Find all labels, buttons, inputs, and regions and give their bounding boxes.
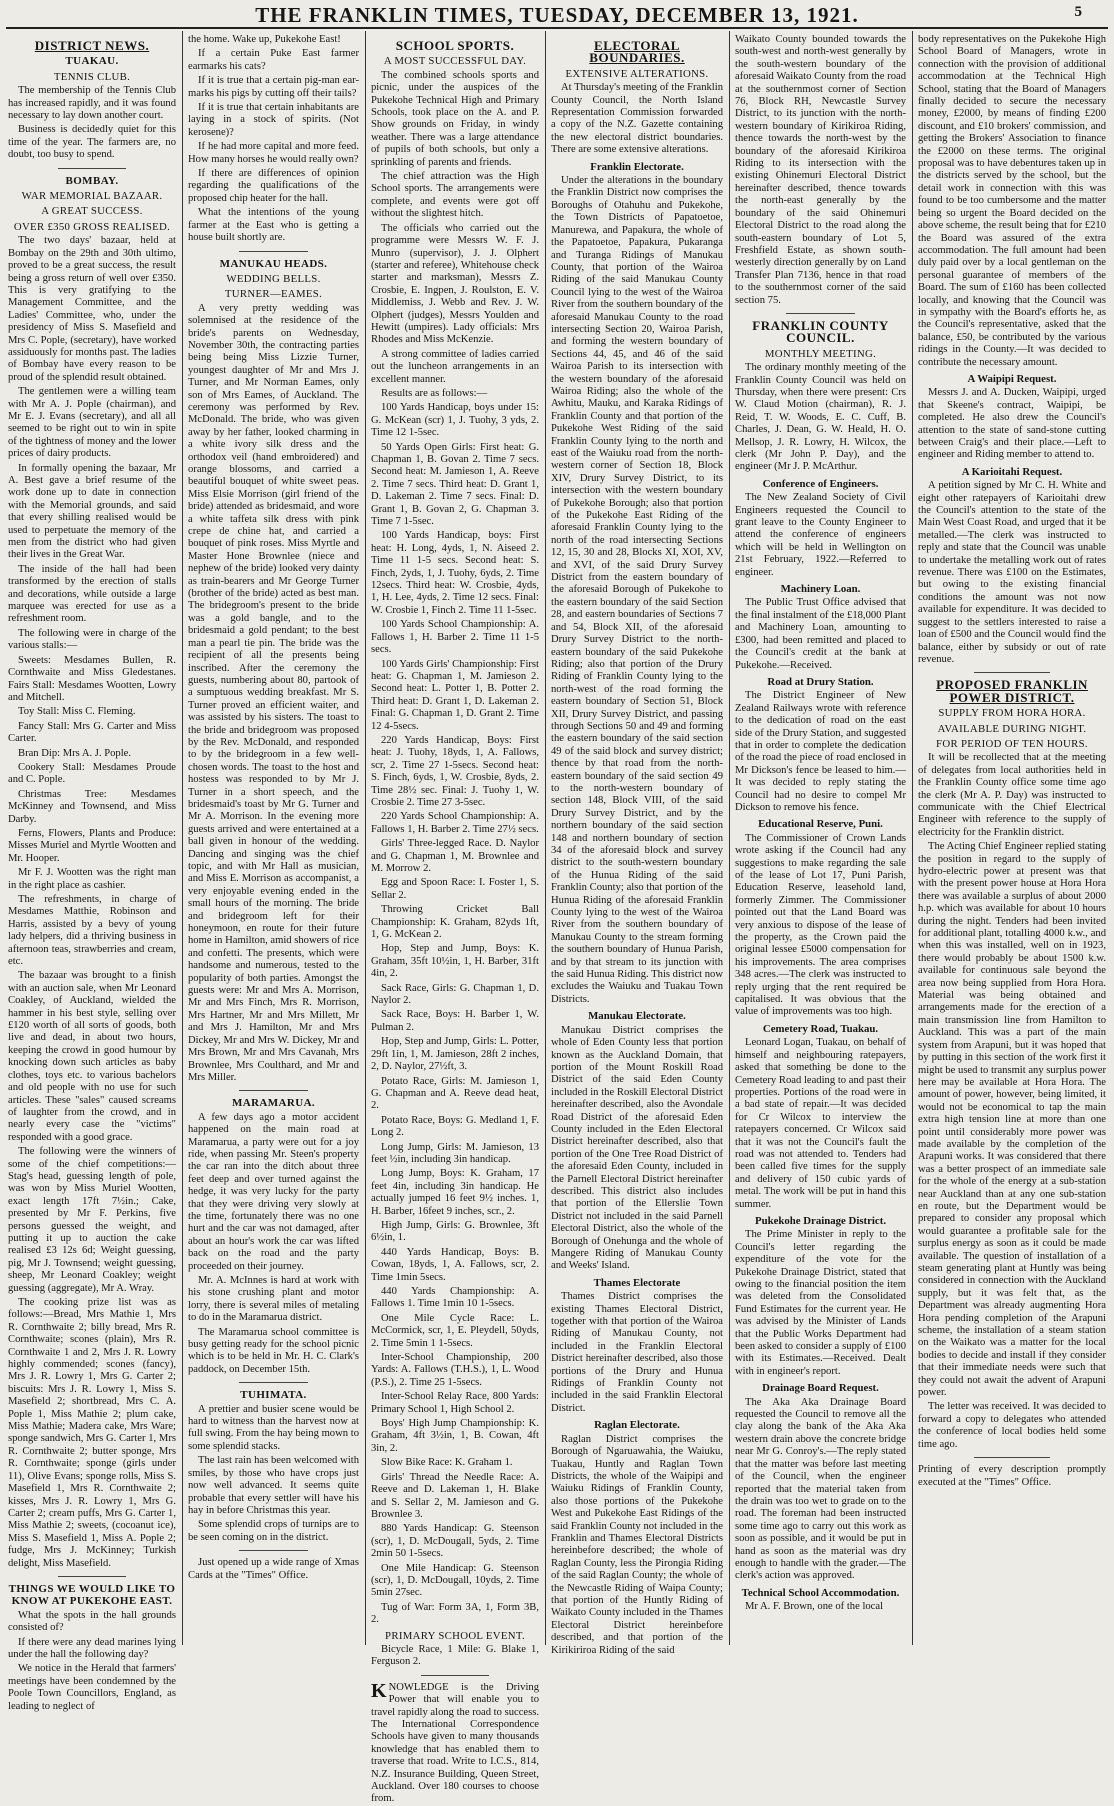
newspaper-title: THE FRANKLIN TIMES, TUESDAY, DECEMBER 13, 1921. [255, 3, 859, 27]
article-paragraph: The ordinary monthly meeting of the Franklin County Council was held on Thursday, when there were present: Crs W. Claud Motion (chairman), R. J. Reid, T. W. Woods, E. C. Cuff, B. Charles, J. Dean, G. W. Heald, H. O. Mellsop, J. R. Lowry, H. Wilcox, the clerk (Mr John P. Day), and the engineer (Mr J. P. McArthur. [735, 362, 906, 473]
wedding-bells-heading: WEDDING BELLS. [226, 272, 321, 285]
school-sports-heading: SCHOOL SPORTS. [395, 38, 515, 53]
article-paragraph: Toy Stall: Miss C. Fleming. [18, 706, 136, 718]
xmas-cards-advert: Just opened up a wide range of Xmas Cards at the "Times" Office. [188, 1557, 359, 1581]
separator [239, 1382, 307, 1383]
column-5 [735, 34, 906, 1644]
result-item: Hop, Step and Jump, Girls: L. Potter, 29ft 1in, 1, M. Jamieson, 28ft 2 inches, 2, D. Naylor, 27½ft, 3. [371, 1036, 539, 1073]
result-item: Long Jump, Boys: K. Graham, 17 feet 4in, including 3in handicap. He actually jumped 16 feet 9½ inches. 1, H. Barber, 16feet 9 inches, scr., 2. [371, 1168, 539, 1217]
column-divider [912, 31, 913, 1645]
power-subheading: AVAILABLE DURING NIGHT. [937, 722, 1087, 735]
article-paragraph: If a certain Puke East farmer earmarks his cats? [188, 48, 359, 72]
power-subheading: SUPPLY FROM HORA HORA. [938, 707, 1086, 720]
article-paragraph: Bran Dip: Mrs A. J. Pople. [18, 747, 132, 759]
electoral-subheading: EXTENSIVE ALTERATIONS. [565, 67, 709, 80]
result-item: High Jump, Girls: G. Brownlee, 3ft 6½in, 1. [371, 1219, 539, 1244]
waipipi-request-heading: A Waipipi Request. [967, 372, 1057, 385]
bazaar-subheading: OVER £350 GROSS REALISED. [13, 220, 171, 233]
article-paragraph: What the intentions of the young farmer at the East who is getting a house built shortly are. [188, 207, 359, 244]
result-item: Inter-School Championship, 200 Yards: A. Fallows (T.H.S.), 1, L. Wood (P.S.), 2. Time 25 1-5secs. [371, 1352, 539, 1388]
separator [974, 672, 1049, 673]
article-paragraph: The Acting Chief Engineer replied stating the position in regard to the supply of hydro-electric power at present was that with the present power house at Hora Hora there was available a surplus of about 2000 h.p. which was available for about 10 hours during the night. Tenders had been invited for additional plant, totalling 4000 k.w., and when this was installed, well on in 1923, there would probably be about 1500 k.w. available for continuous sale beyond the area now being supplied from Hora Hora. Material was being obtained and arrangements made for the erection of a main transmission line from Hamilton to Auckland. This was a part of the main system from Arapuni, but it was hoped that by putting in this section of the work first it might be used to transmit any surplus power here may be available at Hora Hora. The amount of power, however, being limited, it would not be economical to tap the main extra high tension line at more than one point until considerably more power was made available by the completion of the Arapuni works. It was considered that there was a better prospect of an immediate sale for the whole of the energy at a sub-station near Auckland than at any one sub-station en route, but the Department would be prepared to consider any proposal which would guarantee a profitable sale for the surplus energy as soon as it could be made available. The question of installation of a steam generating plant at Huntly was being considered in connection with the Auckland supply, but it was felt that, as the Department was already augmenting Hora Hora pending completion of the Arapuni scheme, the installation of a steam station on the Waikato was a matter for the local bodies to decide and install if they consider that their immediate needs were such that they could not await the advent of Arapuni power. [918, 841, 1107, 1399]
drainage-board-heading: Drainage Board Request. [762, 1382, 879, 1395]
result-item: Sack Race, Boys: H. Barber 1, W. Pulman 2. [371, 1009, 539, 1033]
masthead [0, 0, 1114, 26]
result-item: 100 Yards Girls' Championship: First heat: G. Chapman 1, M. Jamieson 2. Second heat: L. Potter 1, B. Potter 2. Third heat: D. Grant 1, D. Lakeman 2. Final: G. Chapman 1, D. Grant 2. Time 12 4-5secs. [371, 658, 539, 732]
article-paragraph: Results are as follows:— [381, 387, 488, 399]
article-paragraph: If it is true that certain inhabitants are laying in a stock of spirits. (Not kerosene)? [188, 102, 359, 138]
result-item: Slow Bike Race: K. Graham 1. [381, 1457, 513, 1469]
masthead-rule [6, 27, 1108, 29]
result-item: Throwing Cricket Ball Championship: K. Graham, 82yds 1ft, 1, G. McKean 2. [371, 904, 539, 941]
article-paragraph: The Maramarua school committee is busy getting ready for the school picnic which is to be held in Mr. H. C. Clark's paddock, on December 15th. [188, 1326, 359, 1375]
result-item: One Mile Handicap: G. Steenson (scr), 1, D. McDougall, 10yds, 2. Time 5min 27sec. [371, 1562, 539, 1599]
article-paragraph: The Prime Minister in reply to the Council's letter regarding the expenditure of the vote for the Pukekohe Drainage District, stated that owing to the financial position the item was deleted from the Consolidated Fund Estimates for the current year. He was advised by the Minister of Lands that the Public Works Department had been asked to consider a supply of £100 with its Estimates.—Received. Dealt with in engineer's report. [735, 1229, 906, 1377]
result-item: 880 Yards Handicap: G. Steenson (scr), 1, D. McDougall, 5yds, 2. Time 2min 50 1-5secs. [371, 1523, 539, 1560]
article-paragraph: At Thursday's meeting of the Franklin County Council, the North Island Representation Commission forwarded a copy of the N.Z. Gazette containing the new electoral district boundaries. There are some extensive alterations. [551, 82, 723, 156]
column-1 [8, 34, 176, 1712]
monthly-meeting-heading: MONTHLY MEETING. [764, 347, 877, 360]
result-item: Sack Race, Girls: G. Chapman 1, D. Naylor 2. [371, 982, 539, 1007]
article-paragraph: The membership of the Tennis Club has increased rapidly, and it was found necessary to lay down another court. [8, 85, 176, 122]
article-paragraph: The Commissioner of Crown Lands wrote asking if the Council had any suggestions to make regarding the sale of the lease of Lot 17, Puni Parish, Education Reserve, leasehold land, formerly Zimmer. The Commissioner pointed out that the Land Board was very anxious to dispose of the lease of the property, as the Crown paid the original lessee £5000 compensation for his improvements. The area comprises 348 acres.—The clerk was instructed to reply urging that the rent required be capitalised. It was obvious that the value of improvements was too high. [735, 832, 906, 1018]
tuakau-heading: TUAKAU. [65, 55, 119, 68]
separator [974, 1457, 1049, 1458]
article-paragraph: The two days' bazaar, held at Bombay on the 29th and 30th ultimo, proved to be a great success, the result being a gross return of well over £350. This is very gratifying to the Management Committee, and the Ladies' Committee, who, under the presidency of Miss S. Masefield and Mrs C. Pople, (secretary), have worked assiduously for months past. The ladies of Bombay have every reason to be proud of the splendid result obtained. [8, 235, 176, 383]
article-paragraph: Leonard Logan, Tuakau, on behalf of himself and neighbouring ratepayers, asked that something be done to the Cemetery Road leading to and past their properties. Portions of the road were in a bad state of repair.—It was decided for Cr Wilcox to interview the ratepayers concerned. Cr Wilcox said that it was not the Council's fault the road was not attended to. Tenders had been called five times for the supply and delivery of 150 cubic yards of metal. The work will be put in hand this summer. [735, 1037, 906, 1210]
article-paragraph: A petition signed by Mr C. H. White and eight other ratepayers of Karioitahi drew the Council's attention to the state of the Main West Coast Road, and urged that it be metalled.—The clerk was instructed to reply and state that the Council was unable to undertake the metalling work out of rates revenue. There was £100 on the Estimates, but owing to the existing financial conditions the amount was not now available for expenditure. It was decided to suggest to the settlers interested to raise a loan of £500 and the Council would find the balance, either by subsidy or out of rate revenue. [918, 480, 1106, 665]
column-divider [545, 31, 546, 1645]
article-paragraph: If it is true that a certain pig-man ear-marks his pigs by cutting off their tails? [188, 75, 359, 99]
article-paragraph: A strong committee of ladies carried out the luncheon arrangements in an excellent manner. [371, 348, 539, 385]
manukau-electorate-heading: Manukau Electorate. [588, 1010, 686, 1023]
result-item: One Mile Cycle Race: L. McCormick, scr, 1, E. Pleydell, 50yds, 2. Time 5min 1 1-5secs. [371, 1312, 539, 1349]
article-paragraph: The New Zealand Society of Civil Engineers requested the Council to grant leave to the County Engineer to attend the conference of engineers which will be held in Wellington on 21st February, 1922.—Referred to engineer. [735, 492, 906, 578]
ics-advert-text: NOWLEDGE is the Driving Power that will enable you to travel rapidly along the road to success. The International Correspondence Schools have given to many thousands knowledge that has enabled them to traverse that road. Write to I.C.S., 814, N.Z. Insurance Building, Queen Street, Auckland. Over 180 courses to choose from. [371, 1681, 539, 1805]
result-item: 220 Yards Handicap, Boys: First heat: J. Tuohy, 18yds, 1, A. Fallows, scr, 2. Time 27 1-5secs. Second heat: S. Finch, 6yds, 1, W. Crosbie, 8yds, 2. Time 28½ sec. Final: J. Tuohy 1, W. Crosbie 2. Time 27 3-5sec. [371, 734, 539, 808]
separator [58, 1576, 125, 1577]
article-paragraph: The Aka Aka Drainage Board requested the Council to remove all the clay along the bank of the Aka Aka western drain above the concrete bridge near Mr G. Conroy's.—The reply stated that the matter was before last meeting of the Council, when the engineer reported that the material taken from the drain was too wet to grade on to the road. The foreman had been instructed some time ago to carry out this work as soon as possible, and it would be put in hand as soon as the material was dry enough to handle with the grader.—The clerk's action was approved. [735, 1396, 906, 1582]
article-paragraph: If there are differences of opinion regarding the qualifications of the proposed chip heater for the hall. [188, 168, 359, 204]
article-paragraph: The officials who carried out the programme were Messrs W. F. J. Munro (supervisor), J. J. Olphert (starter and referee), Whitehouse check starter and marksman), Messrs Z. Crosbie, E. Ingpen, J. Roulston, E. V. Middlemiss, J. Webb and Rev. J. W. Olphert (judges), Messrs Youlden and Hewitt (umpires). Lady officials: Mrs Rhodes and Miss McKenzie. [371, 222, 539, 346]
article-paragraph: In formally opening the bazaar, Mr A. Best gave a brief resume of the work done up to date in connection with the Memorial grounds, and said that every shilling realised would be used to perpetuate the memory of the men from the district who had given their lives in the Great War. [8, 462, 176, 561]
column-divider [365, 31, 366, 1645]
article-paragraph: Ferns, Flowers, Plants and Produce: Misses Muriel and Myrtle Wootten and Mr. Hooper. [8, 827, 176, 864]
article-paragraph: The Public Trust Office advised that the final instalment of the £18,000 Plant and Machinery Loan, amounting to £300, had been remitted and placed to the Council's credit at the bank at Pukekohe.—Received. [735, 597, 906, 671]
technical-school-heading: Technical School Accommodation. [741, 1586, 900, 1599]
drop-cap: K [371, 1679, 387, 1702]
article-paragraph: The last rain has been welcomed with smiles, by those who have crops just now well advanced. It seems quite probable that every settler will have his hay in before Christmas this year. [188, 1455, 359, 1516]
column-divider [182, 31, 183, 1645]
electoral-boundaries-heading: ELECTORAL BOUNDARIES. [589, 38, 685, 66]
article-paragraph: Under the alterations in the boundary the Franklin District now comprises the Boroughs of Otahuhu and Pukekohe, the Town Districts of Papatoetoe, Manurewa, and Papakura, the whole of the Papatoetoe, Papakura, Pukaranga and Turanga Ridings of Manukau County, that portion of the Wairoa Riding of the said Manukau County Council lying to the west of the Wairoa River from the southern boundary of the aforesaid Manukau County to the road intersecting Section 20, Wairoa Parish, and forming the western boundary of Sections 44, 45, and 46 of the said Wairoa Parish to its intersection with the western boundary of the aforesaid Wairoa Riding; also the whole of the Awhitu, Mauku, and Karaka Ridings of Franklin County and that portion of the Pukekohe West Riding of the said Franklin County lying to the north and east of the Waiuku road from the north-western corner of Section 18, Block XIV, Drury Survey District, to its intersection with the western boundary of Pukekohe Borough; also that portion of the Pukekohe East Riding of the aforesaid Franklin County lying to the north of the road intersecting Sections 12, 15, 30 and 28, Blocks XI, XOI, XV, and XVI, of the said Drury Survey District from the eastern boundary of the aforesaid Borough of Pukekohe to the eastern boundary of the said Section 28, and eastern boundaries of Sections 7 and 54, Block XII, of the aforesaid Drury Survey District to the north-eastern boundary of the said Pukekohe Riding; also that portion of the Drury Riding of Franklin County lying to the north-west of the road forming the eastern boundary of Section 51, Block XII, Drury Survey District, and passing through Sections 50 and 49 and forming the eastern boundary of the said section 49 of the said block and survey district; thence by that road from the north-eastern boundary of the said section 49 to the north-western boundary of section 148, Block VIII, of the said Drury Survey District, and by the northern boundary of the said section 148 and northern boundary of section 34 of the aforesaid block and survey district to the south-western boundary of the Hunua Riding of the said Franklin County; also that portion of the Hunua Riding of the aforesaid Franklin County lying to the west of the Wairoa River from the southern boundary of Manukau County to the stream forming the southern boundary of Hunua Parish, and by that stream to its junction with the said Hunua Riding. This district now excludes the Waiuku and Tuakau Town Districts. [551, 175, 723, 1005]
result-item: Girls' Three-legged Race. D. Naylor and G. Chapman 1, M. Brownlee and M. Morrow 2. [371, 838, 539, 874]
result-item: Bicycle Race, 1 Mile: G. Blake 1, Ferguson 2. [371, 1643, 539, 1668]
article-paragraph: Mr A. F. Brown, one of the local [745, 1601, 884, 1613]
article-paragraph: Waikato County bounded towards the south-west and north-west generally by the south-western boundary of the aforesaid Waikato County from the road at the southernmost corner of Section 76, Block RH, Newcastle Survey District, to its junction with the north-western boundary of Kirikiroa Riding, thence towards the north-west by the boundary of the aforesaid Kirikiroa Riding to its intersection with the existing Ohinemuri Electoral District hereinafter described, thence towards the north-east generally by the boundary of the said Ohinemuri Electoral District to the road along the south-eastern boundary of Lot 5, Freshfield Estate, as shown south-westerly direction generally by on Land Transfer Plan 7136, hence in that road to the southernmost corner of the said section 75. [735, 34, 906, 306]
separator [58, 168, 125, 169]
article-paragraph: Raglan District comprises the Borough of Ngaruawahia, the Waiuku, Tuakau, Huntly and Raglan Town Districts, the whole of the Waipipi and Waiuku Ridings of Franklin County, also those portions of the Pukekohe West and Pukekohe East Ridings of the said Franklin County not included in the Franklin and Thames Electoral Districts hereinbefore described; the whole of Raglan County, less the Pirongia Riding of the said Raglan County; the whole of the Newcastle Riding of Waipa County; that portion of the Huntly Riding of Waikato County included in the Thames Electoral District hereinbefore described, and that portion of the Kirikiriroa Riding of the said [551, 1433, 723, 1656]
page-number: 5 [1074, 4, 1082, 20]
column-2 [188, 34, 359, 1644]
thames-electorate-heading: Thames Electorate [593, 1276, 681, 1289]
column-6 [918, 34, 1106, 1644]
article-paragraph: Mr. A. McInnes is hard at work with his stone crushing plant and motor lorry, there is several miles of metaling to do in the Maramarua district. [188, 1275, 359, 1324]
column-4 [551, 34, 723, 1656]
article-paragraph: Some splendid crops of turnips are to be seen coming on in the district. [188, 1519, 359, 1543]
district-news-heading: DISTRICT NEWS. [34, 38, 150, 53]
bazaar-heading: WAR MEMORIAL BAZAAR. [21, 190, 163, 203]
article-paragraph: A prettier and busier scene would be hard to witness than the harvest now at full swing. From the hay being mown to some splendid stacks. [188, 1403, 359, 1452]
article-paragraph: A very pretty wedding was solemnised at the residence of the bride's parents on Wednesday, November 30th, the contracting parties being being Miss Lizzie Turner, youngest daughter of Mr and Mrs J. Turner, and Mr Norman Eames, only son of Mrs Eames, of Auckland. The ceremony was performed by Rev. McDonald. The bride, who was given away by her father, looked charming in a white ivory silk dress and the orthodox veil (hand embroidered) and orange blossoms, and carried a beautiful bouquet of white sweet peas. Miss Elsie Morrison (girl friend of the bride) attended as bridesmaid, and wore a white taffeta silk dress with pink crepe de chine hat, and carried a bouquet of pink roses. Miss Myrtle and Master Hone Brownlee (niece and nephew of the bride) looked very dainty as train-bearers and Mr George Turner (brother of the bride) acted as best man. The bridegroom's present to the bride was a gold bangle, and to the bridesmaid a gold pendant; to the best man a pearl tie pin. The bride was the recipient of all the presents being inscribed. After the ceremony the guests, numbering about 80, partook of a sumptuous wedding breakfast. Mr S. Turner proved an efficient waiter, and was assisted by his sisters. The toast to the bride and bridegroom was proposed by the Rev. McDonald, and responded to by the bridegroom in a few well-chosen words. The toast to the host and hostess was responded to by Mr J. Turner in a short speech, and the bridesmaid's toast by Mr G. Turner and Mr A. Morrison. In the evening more guests arrived and were entertained at a ball given in honour of the wedding. Dancing and singing was the chief topic, and with Mr Hall as musician, and Miss E. Morrison as accompanist, a very enjoyable evening ended in the small hours of the morning. The bride and bridegroom left for their honeymoon, en route for their future home in Hamilton, amid showers of rice and confetti. The presents, which were handsome and numerous, tested to the popularity of both parties. Amongst the guests were: Mr and Mrs A. Morrison, Mr and Mrs Finch, Mrs R. Morrison, Mrs Hartner, Mr and Mrs Millett, Mr and Mrs J. Hamilton, Mr and Mrs Dickey, Mr and Mrs W. Dickey, Mr and Mrs Brown, Mr and Mrs Cavanah, Mrs Brownlee, Mrs Coulthard, and Mr and Mrs Miller. [188, 302, 359, 1083]
article-paragraph: Christmas Tree: Mesdames McKinney and Townsend, and Miss Darby. [8, 788, 176, 825]
separator [239, 1090, 307, 1091]
article-paragraph: Fancy Stall: Mrs G. Carter and Miss Carter. [8, 720, 176, 745]
cemetery-road-heading: Cemetery Road, Tuakau. [762, 1022, 879, 1035]
article-paragraph: If he had more capital and more feed. How many horses he would really own? [188, 141, 359, 165]
franklin-county-council-heading: COUNCIL. [786, 330, 855, 346]
karioitahi-request-heading: A Karioitahi Request. [961, 465, 1063, 478]
ics-advert [371, 1679, 539, 1806]
article-paragraph: the home. Wake up, Pukekohe East! [188, 34, 341, 45]
article-paragraph: The chief attraction was the High School sports. The arrangements were complete, and events were got off without the slightest hitch. [371, 171, 539, 220]
result-item: 100 Yards School Championship: A. Fallows 1, H. Barber 2. Time 11 1-5 secs. [371, 619, 539, 656]
bazaar-subheading: A GREAT SUCCESS. [41, 205, 143, 218]
franklin-county-council-heading: FRANKLIN COUNTY [752, 317, 889, 333]
tennis-club-heading: TENNIS CLUB. [53, 70, 131, 83]
article-paragraph: If there were any dead marines lying under the hall the following day? [8, 1636, 176, 1660]
result-item: 440 Yards Championship: A. Fallows 1. Time 1min 10 1-5secs. [371, 1286, 539, 1310]
drury-station-heading: Road at Drury Station. [767, 675, 874, 688]
result-item: 220 Yards School Championship: A. Fallows 1, H. Barber 2. Time 27½ secs. [371, 811, 539, 835]
separator [421, 1675, 488, 1676]
result-item: Hop, Step and Jump, Boys: K. Graham, 35ft 10½in, 1, H. Barber, 31ft 4in, 2. [371, 943, 539, 980]
result-item: Girls' Thread the Needle Race: A. Reeve and D. Lakeman 1, H. Blake and S. Sellar 2, M. Jamieson and G. Brownlee 3. [371, 1471, 539, 1520]
article-paragraph: body representatives on the Pukekohe High School Board of Managers, wrote in connection with the provision of additional accommodation at the Technical High School, stating that the Board of Managers finally decided to secure the necessary money, £2000, by means of finding £200 discount, and £10 brokers' commission, and getting the Brokers' Association to finance the £2000 on these terms. The original proposal was to have debentures taken up in the districts served by the school, but the detail work in connection with this was found to be too cumbersome and the matter being so urgent the Board decided on the above scheme, the result being that for £210 the Board was assured of the extra accommodation. The full amount had been duly paid over by a local gentleman on the personal guarantee of members of the Board. The sum of £160 has been collected locally, and knowing that the Council was in sympathy with the Board's efforts he, as the Council's representative, asked that the balance, £50, be contributed by the various ridings in the County.—It was decided to contribute the necessary amount. [918, 34, 1106, 368]
drainage-district-heading: Pukekohe Drainage District. [754, 1214, 887, 1227]
article-paragraph: We notice in the Herald that farmers' meetings have been condemned by the Poole Town Councillors, England, as leading to neglect of [8, 1663, 176, 1712]
result-item: Egg and Spoon Race: I. Foster 1, S. Sellar 2. [371, 877, 539, 901]
raglan-electorate-heading: Raglan Electorate. [594, 1419, 680, 1432]
article-paragraph: The following were in charge of the various stalls:— [8, 627, 176, 652]
article-paragraph: What the spots in the hall grounds consisted of? [8, 1609, 176, 1634]
column-3 [371, 34, 539, 1805]
franklin-electorate-heading: Franklin Electorate. [590, 160, 684, 173]
things-we-would-like-heading: THINGS WE WOULD LIKE TO KNOW AT PUKEKOHE EAST. [8, 1582, 176, 1608]
article-paragraph: The inside of the hall had been transformed by the erection of stalls and decorations, while outside a large marquee was erected for use as a refreshment room. [8, 563, 176, 625]
article-paragraph: Thames District comprises the existing Thames Electoral District, together with that portion of the Wairoa Riding of Manukau County, not included in the Franklin Electoral District hereinafter described, also those portions of the Drury and Hunua Ridings of Franklin County not included in the said Franklin Electoral District. [551, 1291, 723, 1414]
maramarua-heading: MARAMARUA. [231, 1097, 316, 1110]
article-paragraph: Sweets: Mesdames Bullen, R. Cornthwaite and Miss Gledestanes. Fairs Stall: Mesdames Wootten, Lowry and Mitchell. [8, 654, 176, 703]
machinery-loan-heading: Machinery Loan. [780, 583, 861, 596]
bombay-heading: BOMBAY. [65, 174, 119, 187]
power-district-heading: PROPOSED FRANKLIN POWER DISTRICT. [936, 677, 1088, 705]
result-item: Potato Race, Boys: G. Medland 1, F. Long 2. [371, 1114, 539, 1139]
educational-reserve-heading: Educational Reserve, Puni. [758, 818, 883, 831]
power-subheading: FOR PERIOD OF TEN HOURS. [936, 737, 1088, 750]
result-item: Inter-School Relay Race, 800 Yards: Primary School 1, High School 2. [371, 1391, 539, 1415]
article-paragraph: A few days ago a motor accident happened on the main road at Maramarua, a party were out for a joy ride, when passing Mr. Steen's property the car ran into the ditch about three feet deep and over turned against the hedge, it was very lucky for the party that they were driving very slowly at the time, fortunately there was no one hurt and the car was not damaged, after about an hour's work the car was lifted back on the road and the party proceeded on their journey. [188, 1111, 359, 1272]
result-item: Boys' High Jump Championship: K. Graham, 4ft 3½in, 1, B. Cowan, 4ft 3in, 2. [371, 1418, 539, 1454]
article-paragraph: The cooking prize list was as follows:—Bread, Mrs Mathie 1, Mrs R. Cornthwaite 2; billy bread, Mrs R. Cornthwaite; scones (plain), Mrs R. Cornthwaite 1 and 2, Mrs J. R. Lowry highly commended; scones (fancy), Mrs J. R. Lowry 1, Mrs G. Carter 2; biscuits: Mrs J. R. Lowry 1, Miss S. Masefield 2; shortbread, Mrs C. A. Pople 1, Miss Mathie 2; plum cake, Miss Mathie; Madera cake, Mrs Ware; sponge sandwich, Mrs G. Carter 1, Mrs R. Cornthwaite 2; butter sponge, Mrs R. Cornthwaite; sponge (girls under 11), Olive Evans; sponge rolls, Miss S. Masefield 1, Mrs R. Cornthwaite 2; kisses, Mrs J. R. Lowry 1, Mrs G. Carter 2; cream puffs, Mrs G. Carter 1, Miss Mathie 2; sweets, (cocoanut ice), Miss S. Masefield 1, Miss A. Pople 2; fudge, Mrs J. McKinney; Turkish delight, Miss Masefield. [8, 1297, 176, 1569]
article-paragraph: The combined schools sports and picnic, under the auspices of the Pukekohe Technical High and Primary Schools, took place on the A. and P. Show grounds on Friday, in windy weather. There was a large attendance of pupils of both schools, but only a sprinkling of parents and friends. [371, 69, 539, 168]
separator [239, 251, 307, 252]
wedding-subheading: TURNER—EAMES. [224, 288, 323, 301]
article-paragraph: Cookery Stall: Mesdames Proude and C. Pople. [8, 761, 176, 786]
separator [239, 1550, 307, 1551]
result-item: Long Jump, Girls: M. Jamieson, 13 feet ½in, including 3in handicap. [371, 1141, 539, 1165]
result-item: Tug of War: Form 3A, 1, Form 3B, 2. [371, 1601, 539, 1626]
printing-advert: Printing of every description promptly executed at the "Times" Office. [918, 1464, 1106, 1488]
article-paragraph: Messrs J. and A. Ducken, Waipipi, urged that Skeene's contract, Waipipi, be completed. He also drew the Council's attention to the state of sand-stone cutting between Craig's and their place.—Left to engineer and Riding member to attend to. [918, 387, 1106, 461]
primary-school-event-heading: PRIMARY SCHOOL EVENT. [385, 1629, 525, 1642]
article-paragraph: Mr F. J. Wootten was the right man in the right place as cashier. [8, 867, 176, 891]
article-paragraph: The refreshments, in charge of Mesdames Matthie, Robinson and Harris, assisted by a bevy of young lady helpers, did a thriving business in afternoon teas, strawberries and cream, etc. [8, 894, 176, 968]
article-paragraph: It will be recollected that at the meeting of delegates from local authorities held in the Franklin County office some time ago the clerk (Mr A. P. Day) was instructed to communicate with the Chief Electrical Engineer with reference to the supply of electricity for the Franklin district. [918, 752, 1106, 838]
tuhimata-heading: TUHIMATA. [240, 1389, 307, 1402]
result-item: 50 Yards Open Girls: First heat: G. Chapman 1, B. Govan 2. Time 7 secs. Second heat: M. Jamieson 1, A. Reeve 2. Time 7 secs. Third heat: D. Grant 1, D. Lakeman 2. Time 7 secs. Final: D. Grant 1, B. Govan 2, G. Chapman 3. Time 7 1-5sec. [371, 441, 539, 528]
separator [786, 313, 854, 314]
school-sports-subheading: A MOST SUCCESSFUL DAY. [383, 55, 527, 68]
result-item: 440 Yards Handicap, Boys: B. Cowan, 18yds, 1, A. Fallows, scr, 2. Time 1min 5secs. [371, 1246, 539, 1283]
conference-of-engineers-heading: Conference of Engineers. [762, 477, 879, 490]
article-paragraph: The following were the winners of some of the chief competitions:— Stag's head, guessing length of pole, was won by Miss Muriel Wootten, exact length 17ft 7½in.; Cake, presented by Mr F. Perkins, five persons guessed the weight, and putting it up to auction the cake realised £3 12s 6d; Weight guessing, pig, Mr J. Townsend; weight guessing, sheep, Mr Leonard Coakley; weight guessing (aggregate), Mr A. Wray. [8, 1146, 176, 1294]
manukau-heads-heading: MANUKAU HEADS. [219, 257, 328, 270]
article-paragraph: The letter was received. It was decided to forward a copy to delegates who attended the conference of local bodies held some time ago. [918, 1401, 1106, 1450]
article-paragraph: The gentlemen were a willing team with Mr A. J. Pople (chairman), and Mr E. J. Evans (secretary), and all all seemed to be right out to win in spite of the tightness of money and the lower prices of dairy products. [8, 386, 176, 460]
article-paragraph: Manukau District comprises the whole of Eden County less that portion known as the Auckland Domain, that portion of the Mount Roskill Road District of the said Eden County included in the Roskill Electoral District hereinafter described, also the Avondale Road District of the aforesaid Eden County included in the Eden Electoral District hereinafter described, also that portion of the One Tree Road District of the aforesaid Eden County, included in the Parnell Electoral District hereinafter described. This district also includes that portion of the Ellerslie Town District not included in the said Parnell Electoral District, also the whole of the Borough of Onehunga and the whole of Mangere Riding of Manukau County and Weeks' Island. [551, 1024, 723, 1272]
article-paragraph: The District Engineer of New Zealand Railways wrote with reference to the dedication of road on the east side of the Drury Station, and suggested that in order to complete the dedication of the road the piece of road enclosed in Mr Dickson's fence be leased to him.—It was decided to reply stating the Council had no desire to compel Mr Dickson to remove his fence. [735, 690, 906, 813]
result-item: 100 Yards Handicap, boys: First heat: H. Long, 4yds, 1, N. Aiseed 2. Time 11 1-5 secs. Second heat: S. Finch, 2yds, 1, J. Tuohy, 6yds, 2. Time 12secs. Third heat: W. Crosbie, 4yds, 1, H. Lee, 4yds, 2. Time 12 secs. Final: W. Crosbie 1, Finch 2. Time 11 1-5sec. [371, 530, 539, 616]
result-item: 100 Yards Handicap, boys under 15: G. McKean (scr) 1, J. Tuohy, 3 yds, 2. Time 12 1-5sec. [371, 402, 539, 439]
column-divider [729, 31, 730, 1645]
article-paragraph: The bazaar was brought to a finish with an auction sale, when Mr Leonard Coakley, of Auckland, wielded the hammer in his best style, selling over £120 worth of all sorts of goods, both live and dead, in about two hours, keeping the crowd in good humour by knocking down such articles as baby clothes, toys etc. to various bachelors and old people with no use for such articles. These "sales" caused screams of laughter from the crowd, and in nearly every case the "victims" responded with a good grace. [8, 970, 176, 1143]
article-paragraph: Business is decidedly quiet for this time of the year. The farmers are, no doubt, too busy to spend. [8, 124, 176, 161]
result-item: Potato Race, Girls: M. Jamieson 1, G. Chapman and A. Reeve dead heat, 2. [371, 1075, 539, 1112]
